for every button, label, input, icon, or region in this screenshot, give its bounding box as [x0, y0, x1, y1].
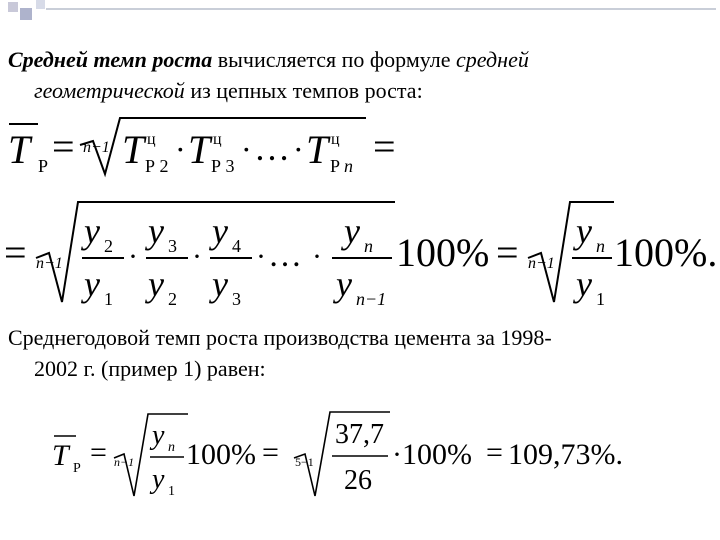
frac7-num: 37,7 — [335, 419, 384, 450]
intro-text-1: вычисляется по формуле — [212, 47, 457, 72]
frac6-num-sub: n — [168, 440, 175, 455]
eq-3: = — [4, 230, 27, 275]
chain-T-1: T — [122, 127, 145, 172]
chain-sub-2: Р 3 — [211, 156, 235, 176]
frac1-den-sub: 1 — [104, 289, 113, 309]
example-line-1: Среднегодовой темп роста производства цемента за 1998- — [8, 325, 552, 350]
chain-sub-1: Р 2 — [145, 156, 169, 176]
frac2-den-sub: 2 — [168, 289, 177, 309]
frac5-den-y: y — [576, 264, 592, 304]
f2-dot-4: · — [312, 240, 322, 273]
dot-3: · — [293, 131, 304, 167]
frac7-den: 26 — [344, 465, 372, 496]
eq-6: = — [262, 436, 279, 469]
root-index-5: 5−1 — [295, 455, 314, 469]
chain-sub-n: Р — [330, 156, 341, 176]
chain-sup-2: ц — [213, 131, 222, 148]
chain-sup-1: ц — [147, 131, 156, 148]
eq-5: = — [90, 436, 107, 469]
intro-italic-2: геометрической — [34, 78, 185, 103]
dot-2: · — [241, 131, 252, 167]
pct-1: 100% — [396, 230, 490, 275]
intro-italic-1: средней — [456, 47, 529, 72]
result-value: 109,73%. — [508, 438, 623, 471]
mean-T-3-sub: Р — [73, 461, 81, 476]
frac6-num-y: y — [152, 420, 165, 451]
f2-ellipsis: … — [268, 237, 302, 274]
frac6-den-y: y — [152, 464, 165, 495]
formula-1 — [8, 118, 396, 176]
formula-2 — [4, 202, 717, 309]
f2-dot-2: · — [192, 240, 202, 273]
chain-sub-n-letter: n — [344, 156, 353, 176]
frac4-den-y: y — [336, 264, 352, 304]
frac2-num-sub: 3 — [168, 236, 177, 256]
mean-T: T — [8, 127, 31, 172]
root-index-3: n−1 — [528, 255, 555, 272]
pct-3: 100% — [186, 438, 256, 471]
example-line-2: 2002 г. (пример 1) равен: — [34, 356, 266, 381]
mean-T-3: T — [52, 439, 69, 472]
frac3-num-y: y — [212, 211, 228, 251]
frac1-num-y: y — [84, 211, 100, 251]
frac3-den-sub: 3 — [232, 289, 241, 309]
example-paragraph — [8, 322, 713, 384]
dot-pct: ·100% — [392, 438, 472, 471]
frac1-num-sub: 2 — [104, 236, 113, 256]
frac4-num-y: y — [344, 211, 360, 251]
frac2-den-y: y — [148, 264, 164, 304]
term-text: Средней темп роста — [8, 47, 213, 72]
eq-7: = — [486, 436, 503, 469]
eq-4: = — [496, 230, 519, 275]
dot-1: · — [175, 131, 186, 167]
eq-2: = — [373, 124, 396, 169]
frac2-num-y: y — [148, 211, 164, 251]
frac5-den-sub: 1 — [596, 289, 605, 309]
frac3-num-sub: 4 — [232, 236, 241, 256]
formula-3 — [52, 412, 623, 499]
chain-T-2: T — [188, 127, 211, 172]
frac3-den-y: y — [212, 264, 228, 304]
frac4-den-sub: n−1 — [356, 289, 387, 309]
frac5-num-sub: n — [596, 236, 605, 256]
mean-T-sub: Р — [38, 156, 49, 176]
ellipsis-1: … — [254, 128, 290, 168]
root-index-2: n−1 — [36, 255, 63, 272]
f2-dot-1: · — [128, 240, 138, 273]
intro-text-2: из цепных темпов роста: — [184, 78, 423, 103]
root-index-1: n−1 — [83, 139, 110, 156]
frac5-num-y: y — [576, 211, 592, 251]
root-index-4: n−1 — [114, 455, 135, 469]
f2-dot-3: · — [256, 240, 266, 273]
eq-1: = — [52, 124, 75, 169]
chain-T-n: T — [306, 127, 329, 172]
pct-2: 100%. — [614, 230, 718, 275]
frac6-den-sub: 1 — [168, 484, 175, 499]
frac1-den-y: y — [84, 264, 100, 304]
frac4-num-sub: n — [364, 236, 373, 256]
chain-sup-n: ц — [331, 131, 340, 148]
